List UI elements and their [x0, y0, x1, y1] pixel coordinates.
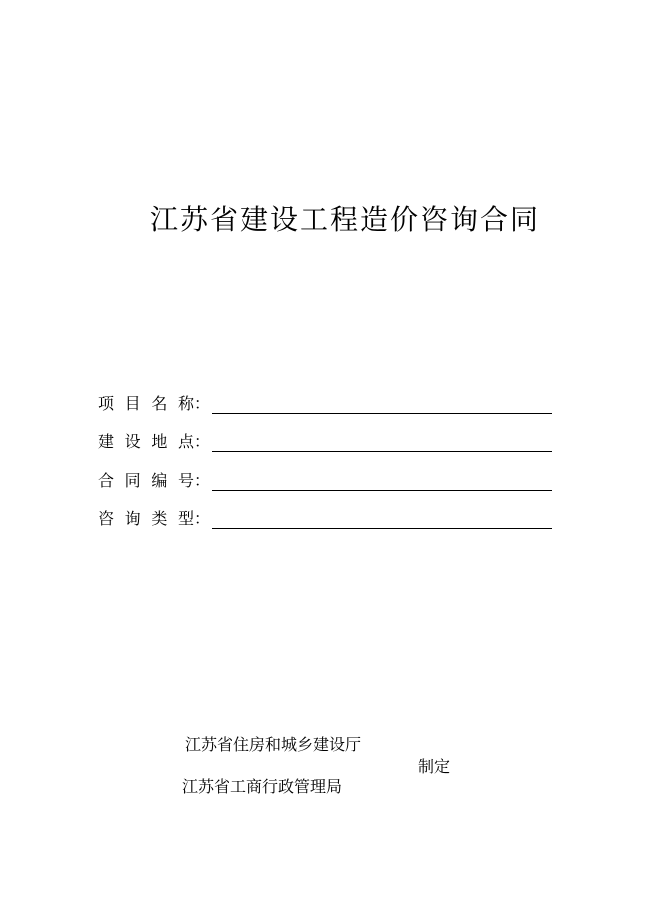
label-char: 询 — [124, 509, 141, 528]
cover-fields — [98, 376, 558, 530]
field-underline[interactable] — [212, 528, 552, 529]
label-char: 地 — [151, 432, 168, 451]
label-char: 咨 — [98, 509, 115, 528]
field-label — [98, 431, 210, 453]
field-consulting-type — [98, 492, 558, 531]
field-underline[interactable] — [212, 413, 552, 414]
field-underline[interactable] — [212, 451, 552, 452]
issuer-housing-department: 江苏省住房和城乡建设厅 — [185, 735, 362, 754]
label-char: 同 — [124, 470, 141, 490]
label-char: 合 — [98, 470, 115, 490]
label-char: 目 — [124, 393, 141, 413]
field-label — [98, 508, 210, 530]
label-char: 点： — [177, 432, 210, 451]
field-project-name — [98, 376, 558, 415]
label-char: 型： — [177, 509, 210, 528]
document-title: 江苏省建设工程造价咨询合同 — [149, 203, 540, 236]
label-char: 编 — [151, 470, 168, 490]
field-label — [98, 393, 210, 415]
issuer-commerce-bureau: 江苏省工商行政管理局 — [182, 777, 343, 796]
field-label — [98, 470, 210, 492]
label-char: 号： — [177, 470, 210, 490]
field-underline[interactable] — [212, 490, 552, 491]
label-char: 设 — [124, 432, 141, 451]
label-char: 类 — [151, 509, 168, 528]
label-char: 名 — [151, 393, 168, 413]
formulated-label: 制定 — [418, 757, 451, 776]
field-construction-site — [98, 415, 558, 454]
field-contract-number — [98, 453, 558, 492]
label-char: 称： — [177, 393, 210, 413]
label-char: 建 — [98, 432, 115, 451]
label-char: 项 — [98, 393, 115, 413]
